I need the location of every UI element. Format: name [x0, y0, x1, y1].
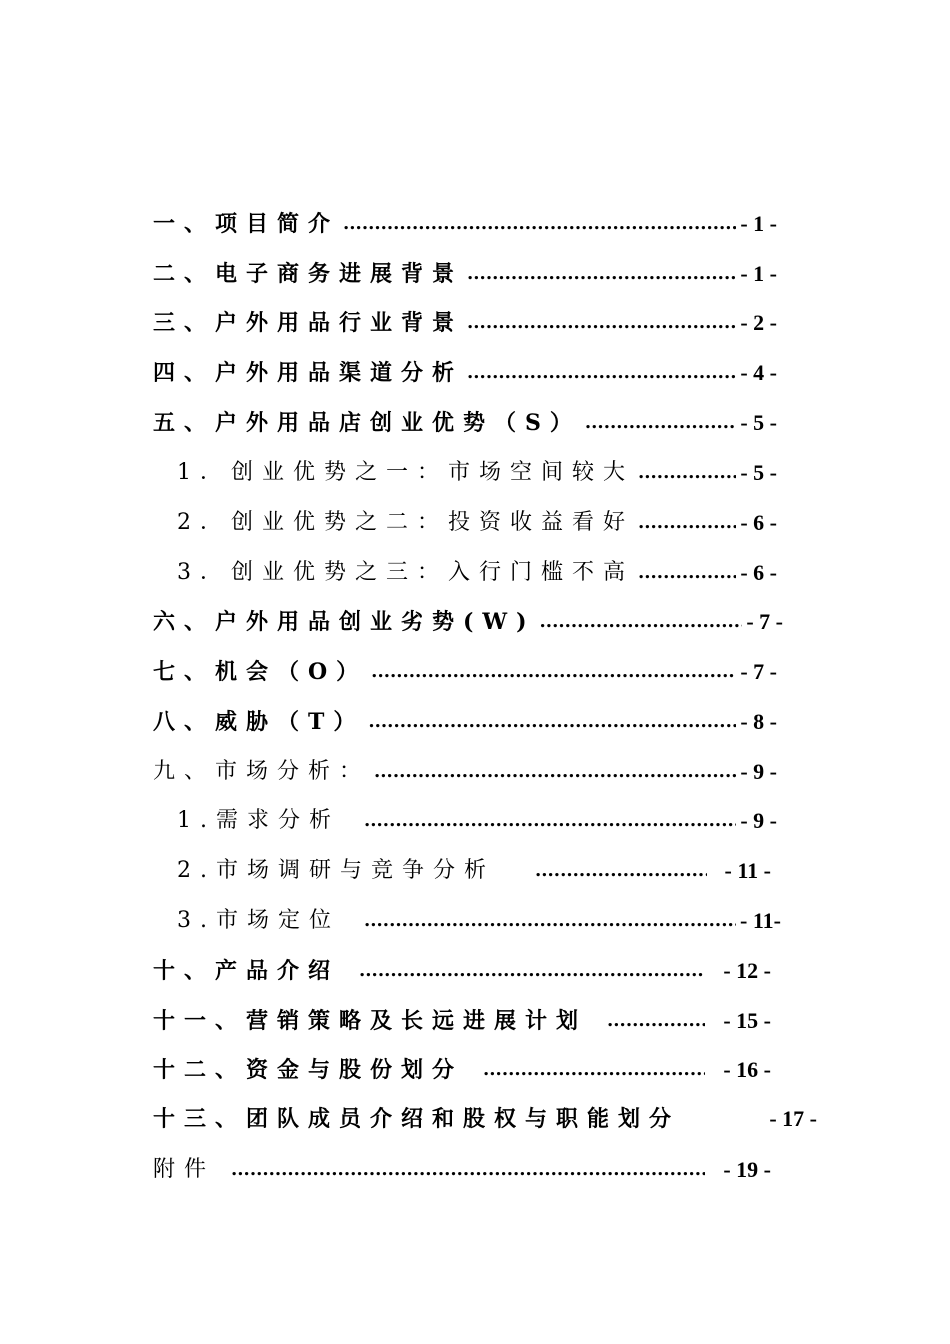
toc-entry-page: - 7 - — [740, 659, 777, 684]
dot-leader — [364, 801, 736, 841]
toc-entry[interactable] — [153, 702, 777, 742]
toc-subentry[interactable] — [177, 553, 777, 593]
toc-entry[interactable] — [153, 353, 777, 393]
toc-entry-page: - 5 - — [740, 410, 777, 435]
toc-entry[interactable] — [153, 1050, 771, 1090]
toc-entry-title: 四、户外用品渠道分析 — [153, 360, 464, 386]
toc-entry-title: 3.市场定位 — [177, 908, 340, 933]
toc-entry-page: - 11- — [740, 908, 781, 933]
dot-leader — [638, 453, 736, 493]
toc-entry-title: 2．创业优势之二：投资收益看好 — [177, 510, 634, 535]
toc-entry-page: - 1 - — [740, 261, 777, 286]
toc-subentry[interactable] — [177, 801, 777, 841]
dot-leader — [374, 752, 736, 792]
dot-leader — [368, 702, 736, 742]
dot-leader — [540, 602, 743, 642]
toc-entry-page: - 9 - — [740, 808, 777, 833]
dot-leader — [231, 1150, 705, 1190]
dot-leader — [467, 303, 736, 343]
toc-entry[interactable] — [153, 1099, 817, 1139]
toc-entry-page: - 2 - — [740, 310, 777, 335]
toc-entry-page: - 6 - — [740, 560, 777, 585]
toc-entry-title: 1.需求分析 — [177, 808, 340, 833]
toc-entry-page: - 12 - — [723, 958, 771, 983]
dot-leader — [364, 901, 736, 941]
toc-entry-title: 十、产品介绍 — [153, 958, 340, 984]
toc-entry-page: - 15 - — [723, 1008, 771, 1033]
toc-entry[interactable] — [153, 204, 777, 244]
dot-leader — [638, 553, 736, 593]
toc-entry[interactable] — [153, 652, 777, 692]
dot-leader — [483, 1050, 705, 1090]
toc-entry[interactable] — [153, 254, 777, 294]
toc-entry[interactable] — [153, 1150, 771, 1190]
toc-entry-title: 八、威胁（T） — [153, 709, 365, 735]
toc-entry-page: - 4 - — [740, 360, 777, 385]
dot-leader — [467, 254, 736, 294]
toc-entry-title: 一、项目简介 — [153, 211, 340, 237]
dot-leader — [359, 951, 705, 991]
toc-entry-page: - 9 - — [740, 759, 777, 784]
dot-leader — [535, 851, 707, 891]
toc-entry-page: - 1 - — [740, 211, 777, 236]
toc-entry-title: 1．创业优势之一：市场空间较大 — [177, 460, 634, 485]
toc-entry-page: - 16 - — [723, 1057, 771, 1082]
toc-entry-title: 三、户外用品行业背景 — [153, 310, 464, 336]
toc-entry[interactable] — [153, 1001, 771, 1041]
toc-entry-title: 十一、营销策略及长远进展计划 — [153, 1008, 588, 1034]
toc-entry-page: - 7 - — [746, 609, 783, 634]
toc-entry-title: 五、户外用品店创业优势（S） — [153, 410, 581, 436]
toc-entry-page: - 8 - — [740, 709, 777, 734]
toc-entry-page: - 6 - — [740, 510, 777, 535]
toc-entry-title: 七、机会（O） — [153, 659, 368, 685]
toc-entry[interactable] — [153, 403, 777, 443]
toc-subentry[interactable] — [177, 453, 777, 493]
toc-entry-title: 3．创业优势之三：入行门槛不高 — [177, 560, 634, 585]
toc-entry-title: 二、电子商务进展背景 — [153, 261, 464, 287]
toc-subentry[interactable] — [177, 503, 777, 543]
toc-entry-page: - 17 - — [769, 1106, 817, 1131]
toc-subentry[interactable] — [177, 901, 781, 941]
toc-entry[interactable] — [153, 303, 777, 343]
toc-entry-title: 六、户外用品创业劣势(W) — [153, 609, 536, 635]
toc-entry-title: 十二、资金与股份划分 — [153, 1057, 464, 1083]
dot-leader — [585, 403, 736, 443]
dot-leader — [343, 204, 736, 244]
toc-entry-title: 2.市场调研与竞争分析 — [177, 858, 495, 883]
dot-leader — [467, 353, 736, 393]
toc-entry-page: - 19 - — [723, 1157, 771, 1182]
dot-leader — [638, 503, 736, 543]
toc-entry-title: 九、市场分析： — [153, 759, 371, 784]
dot-leader — [607, 1001, 705, 1041]
toc-entry-page: - 5 - — [740, 460, 777, 485]
toc-entry-page: - 11 - — [724, 858, 771, 883]
toc-entry-title: 附件 — [153, 1157, 216, 1182]
toc-subentry[interactable] — [177, 851, 771, 891]
toc-entry[interactable] — [153, 602, 783, 642]
toc-entry[interactable] — [153, 951, 771, 991]
dot-leader — [371, 652, 736, 692]
toc-entry[interactable] — [153, 752, 777, 792]
toc-entry-title: 十三、团队成员介绍和股权与职能划分 — [153, 1106, 681, 1132]
